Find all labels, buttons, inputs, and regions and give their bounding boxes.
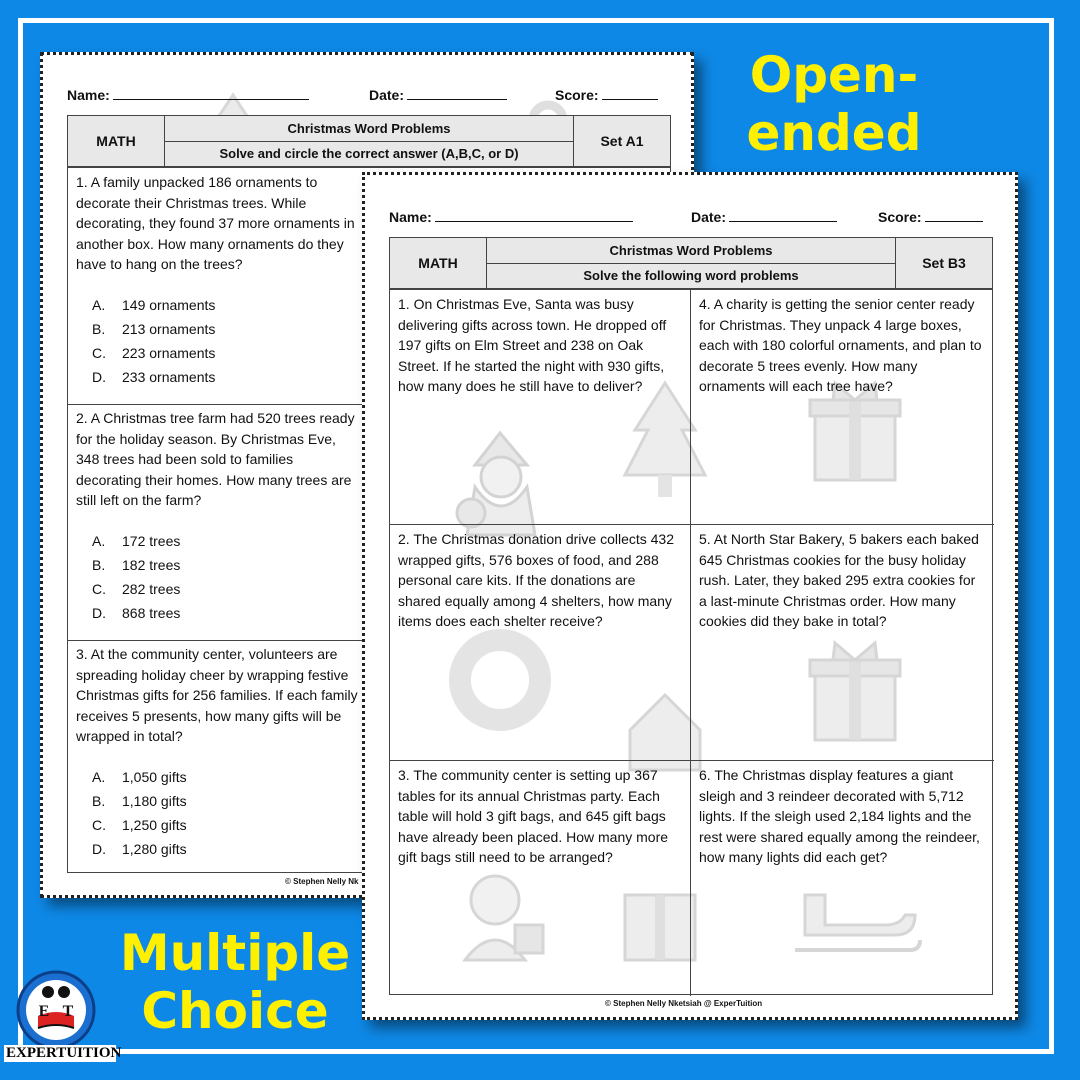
date-line[interactable] xyxy=(691,207,837,225)
choice-a[interactable]: A. 172 trees xyxy=(92,532,181,549)
question-3-text: 3. The community center is setting up 367 tables for its annual Christmas party. Each table will hold 3 gift bags, and 645 gift bags have already been placed. How many more gift bags still need to be arranged? xyxy=(398,767,669,865)
open-ended-label xyxy=(734,46,934,162)
question-5-text: 5. At North Star Bakery, 5 bakers each baked 645 Christmas cookies for the busy holiday rush. Later, they baked 295 extra cookies for a last-minute Christmas order. How many cookies did they bake in total? xyxy=(699,531,979,629)
choice-c[interactable]: C. 1,250 gifts xyxy=(92,816,187,833)
copyright-footer: © Stephen Nelly Nketsiah @ ExperTuition xyxy=(605,999,763,1008)
choice-c[interactable]: C. 223 ornaments xyxy=(92,344,216,361)
choice-c[interactable]: C. 282 trees xyxy=(92,580,181,597)
header-table xyxy=(389,237,993,289)
worksheet-instruction: Solve the following word problems xyxy=(487,264,895,289)
score-label: Score: xyxy=(555,87,599,103)
choice-b[interactable]: B. 213 ornaments xyxy=(92,320,216,337)
header-table xyxy=(67,115,671,167)
logo-letter-t: T xyxy=(62,1003,74,1020)
date-label: Date: xyxy=(691,209,727,225)
question-3-cell xyxy=(390,761,690,868)
question-2-cell xyxy=(390,525,690,632)
question-2-choices xyxy=(76,529,360,625)
worksheet-title: Christmas Word Problems xyxy=(165,116,573,141)
copyright-footer: © Stephen Nelly Nk xyxy=(285,877,359,886)
multiple-choice-label-line-2: Choice xyxy=(141,982,329,1040)
choice-b[interactable]: B. 1,180 gifts xyxy=(92,792,187,809)
multiple-choice-label-line-1: Multiple xyxy=(119,924,351,982)
question-6-text: 6. The Christmas display features a giant sleigh and 3 reindeer decorated with 5,712 lights. If the sleigh used 2,184 lights and the rest were shared equally among the reindeer, how many lights did each get? xyxy=(699,767,980,865)
question-6-cell xyxy=(691,761,994,868)
question-2-text: 2. The Christmas donation drive collects 432 wrapped gifts, 576 boxes of food, and 288 personal care kits. If the donations are shared equally among 4 shelters, how many items does each shelter receive? xyxy=(398,531,674,629)
name-line[interactable] xyxy=(67,85,309,103)
choice-a[interactable]: A. 149 ornaments xyxy=(92,296,216,313)
worksheet-open-ended xyxy=(362,172,1018,1020)
date-label: Date: xyxy=(369,87,405,103)
question-1-cell xyxy=(390,290,690,397)
subject-cell: MATH xyxy=(390,238,486,288)
date-line[interactable] xyxy=(369,85,507,103)
question-grid xyxy=(389,289,993,995)
question-2-text: 2. A Christmas tree farm had 520 trees ready for the holiday season. By Christmas Eve, 348 trees had been sold to families decorating their homes. How many trees are still left on the farm? xyxy=(76,410,355,508)
open-ended-label-line-2: ended xyxy=(746,104,922,162)
choice-d[interactable]: D. 1,280 gifts xyxy=(92,840,187,857)
choice-b[interactable]: B. 182 trees xyxy=(92,556,181,573)
score-label: Score: xyxy=(878,209,922,225)
set-cell: Set A1 xyxy=(574,116,670,166)
question-4-cell xyxy=(691,290,994,397)
question-5-cell xyxy=(691,525,994,632)
question-3-text: 3. At the community center, volunteers are spreading holiday cheer by wrapping festive Christmas gifts for 256 families. If each family receives 5 presents, how many gifts will be wrapped in total? xyxy=(76,646,358,744)
logo-letter-e: E xyxy=(38,1003,50,1020)
question-1-text: 1. A family unpacked 186 ornaments to decorate their Christmas trees. While decorating, they found 37 more ornaments in another box. How many ornaments do they have to hang on the trees? xyxy=(76,174,355,272)
choice-d[interactable]: D. 233 ornaments xyxy=(92,368,216,385)
question-2-cell xyxy=(68,404,368,640)
question-1-choices xyxy=(76,293,360,389)
subject-cell: MATH xyxy=(68,116,164,166)
set-cell: Set B3 xyxy=(896,238,992,288)
worksheet-instruction: Solve and circle the correct answer (A,B,C, or D) xyxy=(165,142,573,167)
multiple-choice-label xyxy=(110,924,360,1040)
open-ended-label-line-1: Open- xyxy=(749,46,919,104)
question-1-text: 1. On Christmas Eve, Santa was busy delivering gifts across town. He dropped off 197 gifts on Elm Street and 238 on Oak Street. If he started the night with 930 gifts, how many does he still have to deliver? xyxy=(398,296,667,394)
logo-wordmark: EXPERTUITION xyxy=(6,1045,122,1061)
question-4-text: 4. A charity is getting the senior center ready for Christmas. They unpack 4 large boxes, each with 180 colorful ornaments, and plan to decorate 5 trees evenly. How many ornaments will each tree have? xyxy=(699,296,982,394)
name-line[interactable] xyxy=(389,207,633,225)
question-3-cell xyxy=(68,640,368,874)
score-line[interactable] xyxy=(878,207,983,225)
choice-a[interactable]: A. 1,050 gifts xyxy=(92,768,187,785)
question-1-cell xyxy=(68,168,368,404)
choice-d[interactable]: D. 868 trees xyxy=(92,604,181,621)
worksheet-title: Christmas Word Problems xyxy=(487,238,895,263)
question-3-choices xyxy=(76,765,360,861)
name-label: Name: xyxy=(67,87,110,103)
name-label: Name: xyxy=(389,209,432,225)
score-line[interactable] xyxy=(555,85,658,103)
